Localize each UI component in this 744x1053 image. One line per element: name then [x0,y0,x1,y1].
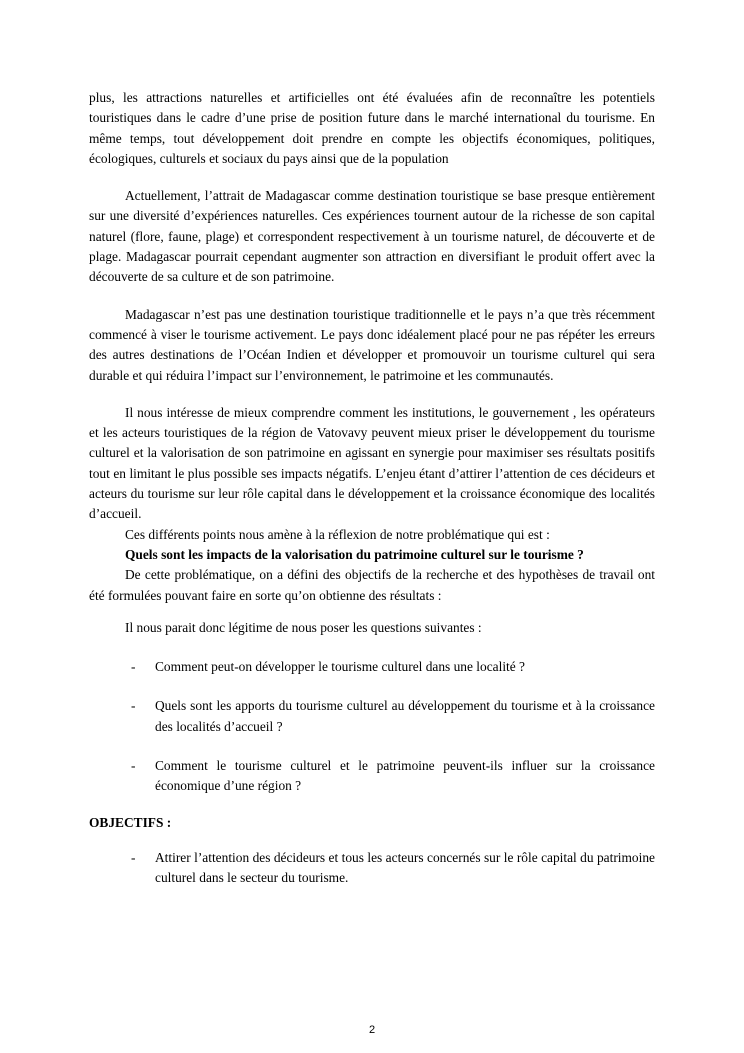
paragraph-madagascar-destination: Madagascar n’est pas une destination touristique traditionnelle et le pays n’a que très récemment commencé à viser le tourisme activement. Le pays donc idéalement placé pour ne pas répéter les erreurs des autres destinations de l’Océan Indien et développer et promouvoir un tourisme culturel qui sera durable et qui réduira l’impact sur l’environnement, le patrimoine et les communautés. [89,306,655,383]
paragraph-objectives-intro: De cette problématique, on a défini des objectifs de la recherche et des hypothèses de travail ont été formulées pouvant faire en sorte qu’on obtienne des résultats : [89,567,655,603]
problem-question-text: Quels sont les impacts de la valorisation du patrimoine culturel sur le tourisme ? [125,546,584,562]
question-text: Quels sont les apports du tourisme culturel au développement du tourisme et à la croissance des localités d’accueil ? [155,698,655,734]
page-number: 2 [368,1024,376,1036]
list-item [89,756,655,797]
bullet-dash: - [131,758,136,774]
paragraph-problem-intro: Ces différents points nous amène à la réflexion de notre problématique qui est : [125,526,550,542]
paragraph-madagascar-attraction: Actuellement, l’attrait de Madagascar comme destination touristique se base presque entièrement sur une diversité d’expériences naturelles. Ces expériences tournent autour de la richesse de son capital naturel (flore, faune, plage) et correspondent respectivement à un tourisme naturel, de découverte et de plage. Madagascar pourrait cependant augmenter son attraction en diversifiant le produit offert avec la découverte de sa culture et de son patrimoine. [89,188,655,285]
objectives-list [89,848,655,889]
list-item [89,696,655,737]
question-text: Comment le tourisme culturel et le patrimoine peuvent-ils influer sur la croissance économique d’une région ? [155,758,655,794]
paragraph-intro-continuation: plus, les attractions naturelles et artificielles ont été évaluées afin de reconnaître les potentiels touristiques dans le cadre d’une prise de position future dans le marché international du tourisme. En même temps, tout développement doit prendre en compte les objectifs économiques, politiques, écologiques, culturels et sociaux du pays ainsi que de la population [89,90,655,166]
problem-question [89,545,655,565]
objectives-heading: OBJECTIFS : [89,814,172,830]
objective-text: Attirer l’attention des décideurs et tous les acteurs concernés sur le rôle capital du patrimoine culturel dans le secteur du tourisme. [155,849,655,886]
questions-list [89,657,655,796]
paragraph-vatovavy-interest: Il nous intéresse de mieux comprendre comment les institutions, le gouvernement , les opérateurs et les acteurs touristiques de la région de Vatovavy peuvent mieux priser le développement du tourisme culturel et la valorisation de son patrimoine en agissant en synergie pour maximiser ses résultats positifs tout en limitant le plus possible ses impacts négatifs. L’enjeu étant d’attirer l’attention de ces décideurs et acteurs du tourisme sur leur rôle capital dans le développement et la croissance économique des localités d’accueil. [89,404,655,522]
page-body [89,88,655,889]
list-item [89,848,655,889]
bullet-dash: - [131,659,136,675]
bullet-dash: - [131,849,136,865]
bullet-dash: - [131,698,136,714]
question-text: Comment peut-on développer le tourisme culturel dans une localité ? [155,659,525,675]
paragraph-questions-intro: Il nous parait donc légitime de nous poser les questions suivantes : [125,619,482,635]
list-item [89,657,655,677]
